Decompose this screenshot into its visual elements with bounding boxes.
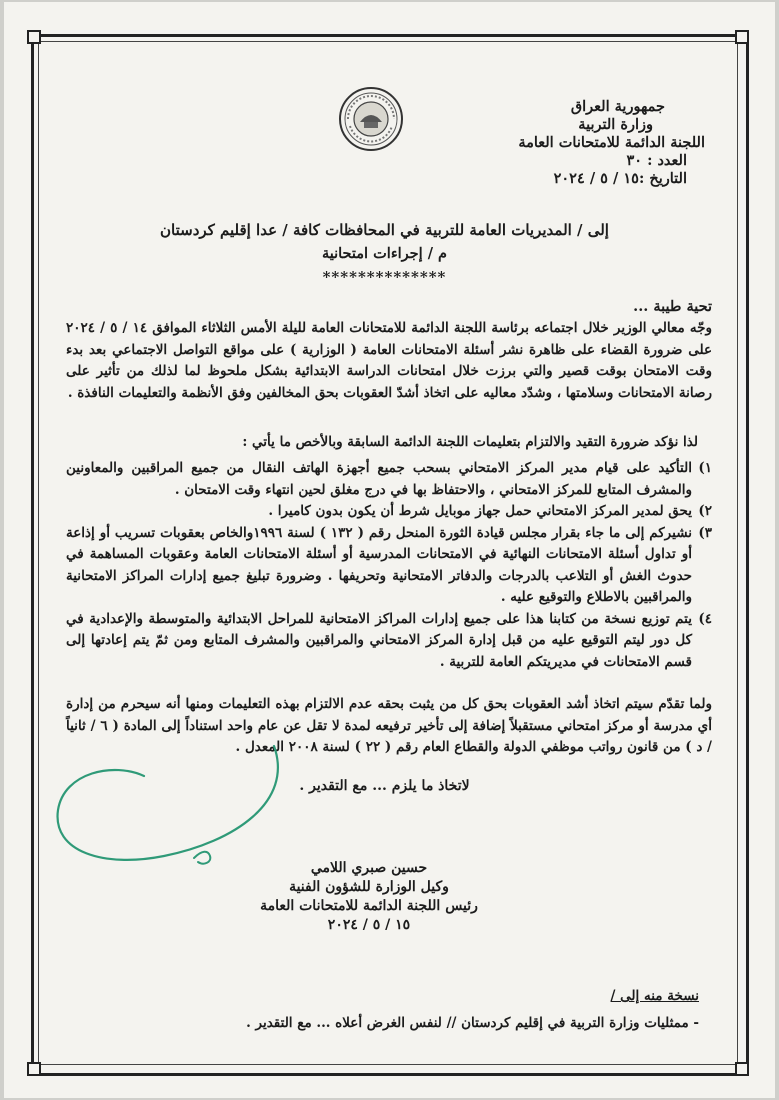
signatory-name: حسين صبري اللامي (310, 860, 428, 876)
item-number: ١) (698, 460, 712, 476)
paragraph-2: لذا نؤكد ضرورة التقيد والالتزام بتعليمات اللجنة الدائمة السابقة وبالأخص ما يأتي : (242, 434, 698, 450)
item-number: ٢) (698, 503, 712, 519)
country-name: جمهورية العراق (570, 98, 665, 115)
signature-block (234, 859, 504, 935)
letterhead (445, 98, 705, 188)
signatory-title: رئيس اللجنة الدائمة للامتحانات العامة (260, 898, 478, 914)
copy-recipient: - ممثليات وزارة التربية في إقليم كردستان // لنفس الغرض أعلاه ... مع التقدير . (246, 1015, 699, 1031)
list-item (66, 523, 712, 609)
ministry-seal-icon (338, 86, 404, 152)
item-number: ٣) (698, 524, 712, 541)
item-number: ٤) (698, 610, 712, 627)
closing-line: لاتخاذ ما يلزم ... مع التقدير . (299, 778, 470, 794)
item-text: يحق لمدير المركز الامتحاني حمل جهاز موبايل شرط أن يكون بدون كاميرا . (268, 503, 692, 519)
signatory-title: وكيل الوزارة للشؤون الفنية (289, 879, 449, 895)
separator-stars: ************** (322, 268, 447, 286)
document-date: التاريخ :١٥ / ٥ / ٢٠٢٤ (553, 170, 687, 187)
item-text: يتم توزيع نسخة من كتابنا هذا على جميع إدارات المراكز الامتحانية للمراحل الابتدائية والمتوسطة والإعدادية في كل دور ليتم التوقيع عليه من قبل إدارة المركز الامتحاني والمراقبين والمشرف المتابع ومن ثمّ يتم إعادتها إلى قسم الامتحانات في مديريتكم العامة للتربية . (66, 610, 692, 670)
paragraph-1: وجّه معالي الوزير خلال اجتماعه برئاسة اللجنة الدائمة للامتحانات العامة لليلة الأمس الثلاثاء الموافق ١٤ / ٥ / ٢٠٢٤ على ضرورة القضاء على ظاهرة نشر أسئلة الامتحانات العامة ( الوزارية ) على مواقع التواصل الاجتماعي بعد بدء وقت الامتحان بوقت قصير والتي برزت خلال امتحانات الدراسة الابتدائية بشكل ملحوظ لما لذلك من تأثير على رصانة الامتحانات وسلامتها ، وشدّد معاليه على اتخاذ أشدّ العقوبات بحق المخالفين وفق الأنظمة والتعليمات النافذة . (66, 320, 712, 401)
list-item (66, 458, 712, 501)
paragraph-3: ولما تقدّم سيتم اتخاذ أشد العقوبات بحق كل من يثبت بحقه عدم الالتزام بهذه التعليمات ومنها أنه سيحرم من إدارة أي مدرسة أو مركز امتحاني مستقبلاً إضافة إلى تأخير ترفيعه لمدة لا تقل عن عام واحد استناداً إلى المادة ( ٦ / ثانياً / د ) من قانون رواتب موظفي الدولة والقطاع العام رقم ( ٢٢ ) لسنة ٢٠٠٨ المعدل . (66, 696, 713, 755)
greeting: تحية طيبة ... (633, 298, 712, 315)
list-item (66, 609, 712, 674)
border-corner (735, 30, 749, 44)
ministry-name: وزارة التربية (578, 116, 653, 133)
list-item (66, 501, 712, 523)
border-corner (735, 1062, 749, 1076)
instruction-list (66, 458, 712, 673)
signature-date: ١٥ / ٥ / ٢٠٢٤ (327, 917, 411, 933)
document-number: العدد : ٣٠ (626, 152, 687, 169)
item-text: التأكيد على قيام مدير المركز الامتحاني بسحب جميع أجهزة الهاتف النقال من جميع المراقبين والمعاونين والمشرف المتابع للمركز الامتحاني ، والاحتفاظ بها في درج مغلق لحين انتهاء وقت الامتحان . (66, 460, 692, 498)
border-corner (27, 1062, 41, 1076)
border-corner (27, 30, 41, 44)
committee-name: اللجنة الدائمة للامتحانات العامة (518, 134, 705, 151)
addressee-line: إلى / المديريات العامة للتربية في المحافظات كافة / عدا إقليم كردستان (160, 221, 609, 239)
document-page (4, 2, 775, 1098)
subject-line: م / إجراءات امتحانية (321, 245, 448, 262)
item-text: نشيركم إلى ما جاء بقرار مجلس قيادة الثورة المنحل رقم ( ١٣٢ ) لسنة ١٩٩٦والخاص بعقوبات تسريب أو إذاعة أو تداول أسئلة الامتحانات النهائية في الامتحانات المدرسية أو أسئلة الامتحانات العامة وعقوبات المساهمة في حدوث الغش أو التلاعب بالدرجات والدفاتر الامتحانية وتحريفها . وضرورة تبليغ جميع إدارات المراكز الامتحانية والمراقبين بالاطلاع والتوقيع عليه . (66, 524, 693, 605)
copy-heading: نسخة منه إلى / (610, 988, 699, 1004)
